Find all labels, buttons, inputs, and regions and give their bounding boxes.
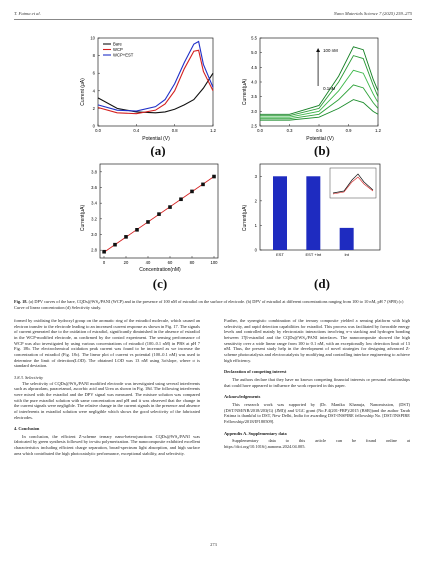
data-point bbox=[124, 235, 128, 239]
left-paragraph-3: In conclusion, the efficient Z-scheme ternary nano-heterojunctions CQDs@WS₂/PANI was fabricated by green synthesis followed by in-situ polymerization. The nanocomposite exhibited excellent characteristics including efficient charge separation, broad-spectrum light absorption, and high surface area which contributed the high photocatalytic performance, exceptional stability, and selectivity. bbox=[14, 433, 200, 456]
data-point bbox=[102, 250, 106, 254]
y-tick-label: 3.6 bbox=[91, 185, 97, 190]
x-category-label: Int bbox=[344, 252, 349, 257]
panel-b-xlabel: Potential (V) bbox=[306, 136, 334, 142]
x-category-label: EST +Int bbox=[305, 252, 322, 257]
x-tick-label: 0.9 bbox=[345, 128, 352, 133]
x-tick-label: 0.8 bbox=[171, 128, 178, 133]
data-point bbox=[212, 175, 216, 179]
y-tick-label: 10 bbox=[90, 35, 95, 41]
calibration-chart-c bbox=[78, 158, 238, 293]
x-tick-label: 0.0 bbox=[257, 128, 263, 133]
data-point bbox=[179, 197, 183, 201]
panel-c-label: (c) bbox=[152, 276, 168, 291]
heading-appendix: Appendix A. Supplementary data bbox=[224, 430, 287, 436]
x-tick-label: 0.6 bbox=[316, 128, 322, 133]
header-rule bbox=[14, 19, 412, 20]
x-tick-label: 0.0 bbox=[95, 128, 101, 133]
annotation-100nm: 100 nM bbox=[323, 48, 338, 53]
selectivity-chart-d bbox=[240, 158, 400, 293]
panel-d-label: (d) bbox=[314, 276, 330, 291]
annotation-0-1nm: 0.1nM bbox=[323, 86, 336, 91]
heading-competing-interest: Declaration of competing interest bbox=[224, 369, 287, 375]
dpv-chart-b bbox=[240, 32, 400, 157]
running-header-journal: Nano Materials Science 7 (2025) 259–275 bbox=[333, 11, 412, 16]
y-tick-label: 8 bbox=[92, 53, 95, 59]
y-tick-label: 0 bbox=[254, 247, 257, 253]
heading-acknowledgements: Acknowledgements bbox=[224, 394, 261, 400]
y-tick-label: 2.8 bbox=[91, 247, 97, 253]
y-tick-label: 4 bbox=[92, 88, 95, 94]
panel-b-ylabel: Current(μA) bbox=[242, 78, 248, 106]
legend-label: WCP bbox=[113, 47, 123, 52]
right-column bbox=[224, 318, 410, 449]
y-tick-label: 2.5 bbox=[251, 123, 257, 129]
panel-c-ylabel: Current(μA) bbox=[80, 204, 86, 232]
data-point bbox=[168, 205, 172, 209]
y-tick-label: 1 bbox=[254, 222, 257, 228]
figure-panel-a bbox=[78, 32, 238, 157]
data-point bbox=[157, 212, 161, 216]
x-tick-label: 1.2 bbox=[375, 128, 381, 133]
right-paragraph-3: This research work was supported by (Dr. Manika Khanuja, Nanomission, (DST)(DST/NM/NB/2018/203(G) (JMI)) and UGC grant (No.F.4(201-FRP)/2015 (BSR))and the author Tarab Fatima is thankful to DST, New Delhi, India for awarding DST-INSPIRE fellowship No. [DST/INSPIRE Fellowship/2018/IF180509]. bbox=[224, 401, 410, 424]
x-tick-label: 20 bbox=[123, 260, 129, 265]
y-tick-label: 3 bbox=[254, 173, 257, 179]
data-point bbox=[190, 190, 194, 194]
x-tick-label: 100 bbox=[210, 260, 218, 265]
y-tick-label: 3.8 bbox=[91, 169, 97, 175]
y-tick-label: 2 bbox=[254, 198, 257, 204]
panel-c-xlabel: Concentration(nM) bbox=[139, 267, 181, 273]
figure-panel-d bbox=[240, 158, 400, 293]
y-tick-label: 6 bbox=[92, 70, 95, 76]
x-tick-label: 40 bbox=[145, 260, 151, 265]
data-point bbox=[146, 220, 150, 224]
right-paragraph-1: Further, the synergistic combination of the ternary composite yielded a sensing platform with high selectivity, and rapid detection capabilities for estradiol. This process was facilitated by favorable energy levels and controlled mainly by electrostatic interactions involving π-π stacking and hydrogen bonding between 17β-estradiol and the CQDs@WS₂/PANI interfaces. The nanocomposite showed the high sensitivity over a wide linear range from 100 to 0.1 nM, with an exceptionally low detection limit of 13 nM. Thus, the present study help in the development of novel strategies for designing advanced Z-scheme photocatalysts and electrocatalysts by modifying and controlling interface engineering to achieve high efficiency. bbox=[224, 318, 410, 363]
left-paragraph-1: formed by oxidising the hydroxyl group on the aromatic ring of the estradiol molecule, which caused an electron transfer to the electrode leading to an increased current response as shown in Fig. 17. The signals of current generated due to the oxidation of estradiol, significantly diminished in the absence of estradiol in the WCP-modified electrode, as confirmed by the control experiment. The sensing performance of WCP was also investigated by using various concentrations of estradiol (100–0.1 nM) in PBS at pH 7 Fig. 18b. The electrochemical oxidation peak current was found to be increased as we increase the concentration of estradiol (Fig. 18c). The linear plot of current vs potential (100–0.1 nM) was used to determine the limit of detection(LOD). The obtained LOD was 13 nM using 3σ/slope, where σ is standard deviation. bbox=[14, 318, 200, 369]
figure-panel-c bbox=[78, 158, 238, 293]
y-tick-label: 2 bbox=[92, 105, 95, 111]
figure-caption-label: Fig. 18. bbox=[14, 299, 28, 304]
legend-label: WCP+EST bbox=[113, 52, 134, 58]
data-point bbox=[113, 243, 117, 247]
x-tick-label: 80 bbox=[189, 260, 195, 265]
y-tick-label: 3.4 bbox=[91, 200, 97, 206]
panel-a-ylabel: Current (μA) bbox=[80, 78, 86, 106]
y-tick-label: 0 bbox=[92, 123, 95, 129]
y-tick-label: 3.0 bbox=[251, 108, 257, 114]
left-paragraph-2: The selectivity of CQDs@WS₂/PANI modified electrode was investigated using several interferents such as alprazolam, paracetamol, ascorbic acid and Urea as shown in Fig. 18d. The following interferents were mixed with the estradiol and the DPV signal was measured. The mixture solution was compared with the pure estradiol solution with same concentration and pH and it was observed that the change in the current signals were negligible. The relative change in the current signals in the presence and absence of interferents in estradiol solution were negligible which shows the good selectivity of the fabricated electrodes. bbox=[14, 380, 200, 420]
x-tick-label: 0.4 bbox=[133, 128, 140, 133]
data-point bbox=[201, 183, 205, 187]
right-paragraph-2: The authors declare that they have no known competing financial interests or personal relationships that could have appeared to influence the work reported in this paper. bbox=[224, 376, 410, 388]
y-tick-label: 5.5 bbox=[251, 35, 257, 41]
x-category-label: EST bbox=[276, 252, 284, 257]
panel-b-label: (b) bbox=[314, 143, 330, 157]
y-tick-label: 3.0 bbox=[91, 232, 97, 237]
x-tick-label: 60 bbox=[167, 260, 173, 265]
figure-caption bbox=[14, 299, 412, 310]
legend-label: Bare bbox=[113, 41, 122, 47]
page-number: 273 bbox=[210, 542, 217, 547]
running-header-authors: T. Fatma et al. bbox=[14, 11, 41, 16]
plot-frame bbox=[100, 164, 218, 258]
figure-panel-b bbox=[240, 32, 400, 157]
section-heading-conclusion: 4. Conclusion bbox=[14, 426, 40, 432]
panel-a-label: (a) bbox=[150, 143, 166, 157]
y-tick-label: 3.5 bbox=[251, 94, 257, 100]
bar-est bbox=[273, 176, 287, 250]
data-point bbox=[135, 228, 139, 232]
dpv-chart-a bbox=[78, 32, 238, 157]
y-tick-label: 4.0 bbox=[251, 79, 257, 85]
x-tick-label: 0 bbox=[102, 260, 106, 265]
panel-d-ylabel: Current(μA) bbox=[242, 204, 248, 232]
bar-int bbox=[340, 228, 354, 250]
x-tick-label: 1.2 bbox=[210, 128, 216, 133]
left-column bbox=[14, 318, 200, 456]
panel-a-xlabel: Potential (V) bbox=[142, 136, 170, 142]
y-tick-label: 3.2 bbox=[91, 216, 97, 222]
x-tick-label: 0.3 bbox=[286, 128, 293, 133]
y-tick-label: 5.0 bbox=[251, 50, 257, 56]
subsection-heading-selectivity: 3.8.3. Selectivity bbox=[14, 374, 44, 380]
right-paragraph-4: Supplementary data to this article can be found online at https://doi.org/10.1016/j.nanoms.2024.04.005. bbox=[224, 438, 410, 449]
figure-caption-text: (a) DPV curves of the bare, CQDs@WS₂/PANI (WCP) and in the presence of 100 nM of estradiol on the surface of electrode. (b) DPV of estradiol at different concentrations ranging from 100 to 10 nM, pH 7 (SPB) (c) Curve of linear concentration (d) Selectivity study. bbox=[14, 299, 404, 310]
y-tick-label: 4.5 bbox=[251, 64, 257, 70]
bar-est-int bbox=[306, 176, 320, 250]
